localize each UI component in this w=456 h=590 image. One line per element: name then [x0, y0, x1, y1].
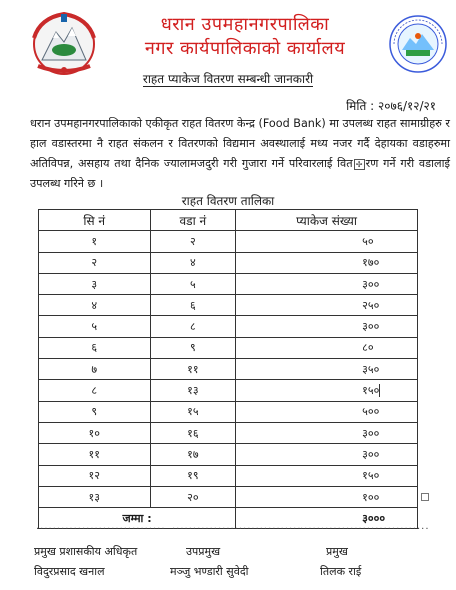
text-cursor-cell-value[interactable]: १५०: [362, 384, 380, 398]
header-ward: वडा नं: [150, 210, 236, 231]
cell-package-count: १००: [236, 486, 418, 507]
table-row: [39, 444, 418, 465]
nepal-emblem-icon: [28, 10, 100, 78]
cell-serial: ११: [39, 444, 151, 465]
table-resize-handle[interactable]: [421, 493, 429, 501]
total-label: जम्मा :: [39, 508, 236, 529]
signatory-name-3: तिलक राई: [320, 565, 362, 578]
cell-package-count: ५०: [236, 231, 418, 252]
cell-serial: १३: [39, 486, 151, 507]
cell-package-count: ३००: [236, 422, 418, 443]
header-package-count: प्याकेज संख्या: [236, 210, 418, 231]
cell-ward: ५: [150, 273, 236, 294]
cell-serial: २: [39, 252, 151, 273]
table-row: [39, 422, 418, 443]
cell-ward: १९: [150, 465, 236, 486]
notice-body-text-2: रण गर्ने गरी वडालाई उपलब्ध गरिने छ ।: [30, 157, 450, 190]
table-header-row: [39, 210, 418, 231]
cell-package-count: ३००: [236, 273, 418, 294]
table-row: [39, 316, 418, 337]
municipality-seal-icon: [388, 14, 448, 74]
office-name-line1: धरान उपमहानगरपालिका: [160, 14, 330, 35]
cell-ward: १६: [150, 422, 236, 443]
cell-ward: २०: [150, 486, 236, 507]
cell-package-count: ५००: [236, 401, 418, 422]
cell-serial: ३: [39, 273, 151, 294]
cell-serial: १०: [39, 422, 151, 443]
signature-line-2: ...............................: [172, 521, 302, 532]
cell-serial: १२: [39, 465, 151, 486]
cell-ward: ९: [150, 337, 236, 358]
table-row: [39, 359, 418, 380]
cell-serial: ७: [39, 359, 151, 380]
notice-body: [30, 114, 450, 194]
cell-package-count: ३५०: [236, 359, 418, 380]
signature-line-3: ...............................: [300, 521, 430, 532]
notice-subject-text: राहत प्याकेज वितरण सम्बन्धी जानकारी: [142, 72, 314, 86]
cell-package-count: २५०: [236, 295, 418, 316]
cell-serial: ९: [39, 401, 151, 422]
cell-package-count: १५०: [236, 465, 418, 486]
cell-package-count: ३००: [236, 444, 418, 465]
table-row: [39, 252, 418, 273]
signatory-title-1: प्रमुख प्रशासकीय अधिकृत: [34, 545, 138, 558]
table-row: [39, 337, 418, 358]
signatory-title-2: उपप्रमुख: [186, 545, 221, 558]
total-value: ३०००: [236, 508, 418, 529]
cell-ward: २: [150, 231, 236, 252]
table-title: राहत वितरण तालिका: [181, 194, 275, 208]
cell-ward: १३: [150, 380, 236, 401]
cell-serial: ८: [39, 380, 151, 401]
cell-package-count: १७०: [236, 252, 418, 273]
table-move-handle-icon[interactable]: ✢: [354, 159, 365, 170]
cell-package-count: ८०: [236, 337, 418, 358]
cell-ward: १७: [150, 444, 236, 465]
table-row: [39, 295, 418, 316]
signatory-name-2: मञ्जु भण्डारी सुवेदी: [170, 565, 249, 578]
table-row: [39, 486, 418, 507]
cell-serial: १: [39, 231, 151, 252]
cell-ward: ११: [150, 359, 236, 380]
signatory-title-3: प्रमुख: [326, 545, 348, 558]
notice-subject: [0, 70, 456, 87]
table-row: [39, 401, 418, 422]
cell-package-count: ३००: [236, 316, 418, 337]
cell-serial: ५: [39, 316, 151, 337]
cell-package-count: [236, 380, 418, 401]
signature-line-1: ...............................: [36, 521, 166, 532]
cell-serial: ६: [39, 337, 151, 358]
table-row: [39, 231, 418, 252]
table-row: [39, 380, 418, 401]
notice-body-text-1: धरान उपमहानगरपालिकाको एकीकृत राहत वितरण केन्द्र (Food Bank) मा उपलब्ध राहत सामाग्रीहरु र हाल वडास्तरमा नै राहत संकलन र वितरणको विद्यमान अवस्थालाई मध्य नजर गर्दै देहायका वडाहरुमा अतिविपन्न, असहाय तथा दैनिक ज्यालामजदुरी गरी गुजारा गर्ने परिवारलाई वित: [30, 117, 450, 170]
office-name-line2: नगर कार्यपालिकाको कार्यालय: [144, 38, 346, 59]
table-row: [39, 273, 418, 294]
cell-ward: १५: [150, 401, 236, 422]
header-serial: सि नं: [39, 210, 151, 231]
table-row: [39, 465, 418, 486]
notice-date: मिति : २०७६/१२/२१: [346, 99, 436, 113]
cell-serial: ४: [39, 295, 151, 316]
cell-ward: ४: [150, 252, 236, 273]
cell-ward: ६: [150, 295, 236, 316]
signatory-name-1: विदुरप्रसाद खनाल: [34, 565, 105, 578]
relief-distribution-table: [38, 209, 418, 529]
cell-ward: ८: [150, 316, 236, 337]
